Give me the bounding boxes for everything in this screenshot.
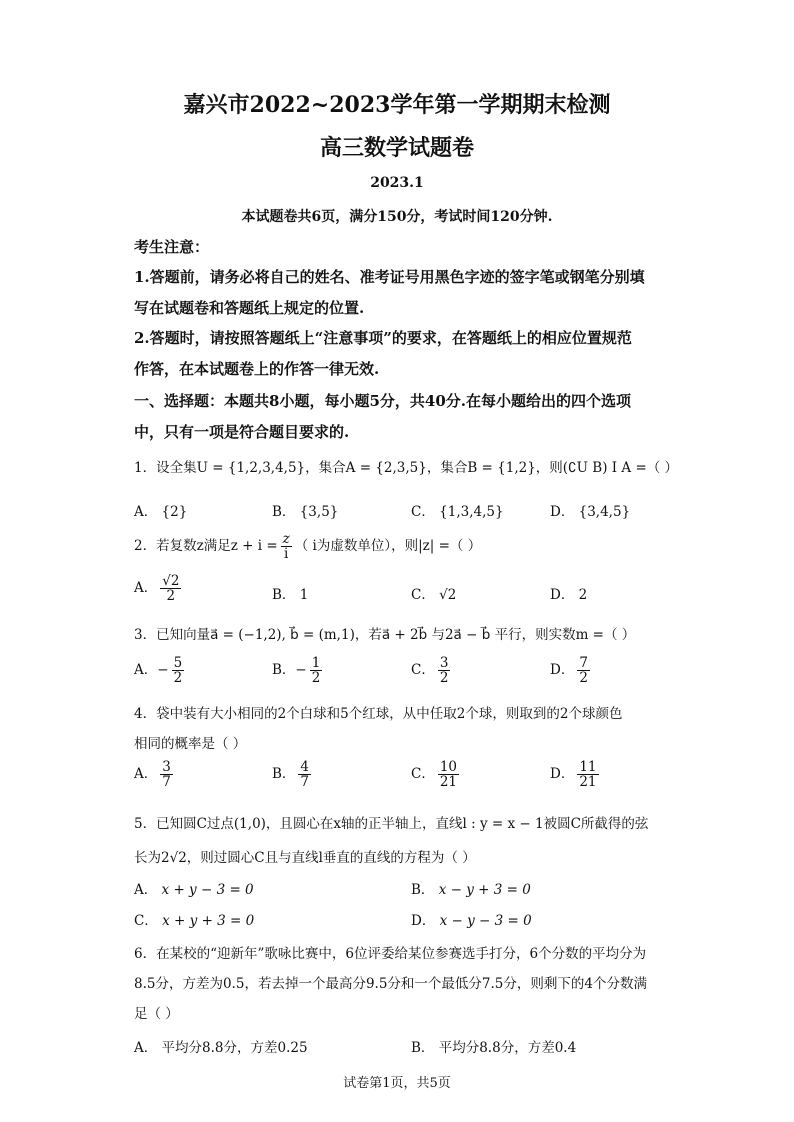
q2-stem-post: （ i为虚数单位），则|z| =（ ） bbox=[294, 538, 482, 555]
option-label: A． bbox=[134, 1040, 158, 1056]
question-6-line1: 6．在某校的“迎新年”歌咏比赛中，6位评委给某位参赛选手打分，6个分数的平均分为 bbox=[134, 946, 647, 962]
fraction-numerator: 1 bbox=[311, 655, 321, 671]
fraction-numerator: √2 bbox=[162, 573, 180, 589]
q5-option-b[interactable] bbox=[411, 878, 531, 898]
option-text: 1 bbox=[299, 587, 309, 603]
option-label: A． bbox=[134, 662, 158, 679]
option-text: x − y − 3 = 0 bbox=[439, 913, 532, 929]
option-text: {2} bbox=[161, 504, 188, 520]
section1-line2: 中，只有一项是符合题目要求的. bbox=[134, 423, 350, 441]
option-text: 2 bbox=[578, 587, 588, 603]
q1-option-b[interactable] bbox=[272, 500, 338, 520]
option-label: A． bbox=[134, 504, 158, 520]
option-label: B． bbox=[411, 1040, 435, 1056]
option-fraction bbox=[438, 656, 451, 685]
option-label: B． bbox=[272, 662, 296, 679]
option-fraction bbox=[310, 656, 323, 685]
q2-option-d[interactable] bbox=[550, 583, 587, 603]
option-sign: − bbox=[157, 662, 169, 679]
fraction-denominator: 7 bbox=[300, 774, 310, 791]
exam-info: 本试题卷共6页，满分150分，考试时间120分钟. bbox=[241, 209, 553, 225]
option-label: B． bbox=[272, 766, 296, 783]
option-label: C． bbox=[411, 662, 435, 679]
fraction-numerator: 7 bbox=[579, 655, 588, 671]
option-label: D． bbox=[550, 504, 575, 520]
option-fraction bbox=[298, 760, 311, 789]
question-6-line2: 8.5分，方差为0.5，若去掉一个最高分9.5分和一个最低分7.5分，则剩下的4个分数满 bbox=[134, 976, 647, 992]
fraction-numerator: 10 bbox=[439, 759, 458, 775]
notice-item1-line2: 写在试题卷和答题纸上规定的位置. bbox=[134, 299, 365, 317]
q4-option-a[interactable] bbox=[134, 760, 176, 789]
option-label: B． bbox=[272, 504, 296, 520]
q2-option-a[interactable] bbox=[134, 574, 184, 603]
option-text: x − y + 3 = 0 bbox=[438, 882, 531, 898]
option-label: C． bbox=[411, 766, 435, 783]
fraction-denominator: 2 bbox=[173, 670, 183, 687]
fraction-denominator: 2 bbox=[166, 588, 176, 605]
q2-fraction bbox=[281, 532, 292, 561]
notice-heading: 考生注意： bbox=[134, 238, 210, 256]
fraction-numerator: z bbox=[282, 531, 290, 547]
question-2-stem bbox=[134, 532, 481, 561]
option-label: A． bbox=[134, 580, 158, 597]
option-label: A． bbox=[134, 766, 158, 783]
q3-option-a[interactable] bbox=[134, 656, 187, 685]
q4-option-b[interactable] bbox=[272, 760, 314, 789]
option-text: x + y − 3 = 0 bbox=[161, 882, 254, 898]
option-fraction bbox=[172, 656, 185, 685]
fraction-denominator: 2 bbox=[579, 670, 588, 687]
option-fraction bbox=[577, 656, 590, 685]
option-label: D． bbox=[550, 662, 575, 679]
question-5-line2: 长为2√2，则过圆心C且与直线l垂直的直线的方程为（ ） bbox=[134, 850, 476, 866]
notice-item1-line1: 1.答题前，请务必将自己的姓名、准考证号用黑色字迹的签字笔或钢笔分别填 bbox=[134, 268, 645, 286]
option-fraction bbox=[438, 760, 459, 789]
fraction-denominator: 21 bbox=[439, 774, 458, 791]
fraction-denominator: 21 bbox=[579, 774, 597, 791]
option-label: A． bbox=[134, 882, 158, 898]
option-text: {3,5} bbox=[299, 504, 339, 520]
option-label: D． bbox=[550, 587, 575, 603]
option-text: x + y + 3 = 0 bbox=[162, 913, 255, 929]
option-text: {1,3,4,5} bbox=[439, 504, 504, 520]
option-fraction bbox=[160, 760, 173, 789]
q3-option-d[interactable] bbox=[550, 656, 593, 685]
option-label: C． bbox=[411, 504, 435, 520]
fraction-denominator: 7 bbox=[162, 774, 171, 791]
question-5-line1: 5．已知圆C过点(1,0)，且圆心在x轴的正半轴上，直线l : y = x − 1被圆C所截得的弦 bbox=[134, 816, 649, 832]
q4-option-d[interactable] bbox=[550, 760, 602, 789]
exam-title-line2: 高三数学试题卷 bbox=[319, 135, 474, 161]
fraction-denominator: i bbox=[284, 546, 289, 563]
q2-stem-pre: 2．若复数z满足z + i = bbox=[134, 538, 278, 555]
page-footer: 试卷第1页，共5页 bbox=[343, 1076, 451, 1091]
q5-option-d[interactable] bbox=[411, 909, 532, 929]
notice-item2-line2: 作答，在本试题卷上的作答一律无效. bbox=[134, 360, 380, 378]
option-label: B． bbox=[411, 882, 435, 898]
section1-line1: 一、选择题：本题共8小题，每小题5分，共40分.在每小题给出的四个选项 bbox=[134, 392, 631, 410]
option-text: 平均分8.8分，方差0.25 bbox=[161, 1040, 308, 1056]
q2-option-b[interactable] bbox=[272, 583, 308, 603]
q6-option-a[interactable] bbox=[134, 1036, 308, 1056]
fraction-numerator: 4 bbox=[300, 759, 310, 775]
q3-option-b[interactable] bbox=[272, 656, 325, 685]
fraction-numerator: 3 bbox=[162, 759, 171, 775]
q1-option-d[interactable] bbox=[550, 500, 630, 520]
fraction-denominator: 2 bbox=[311, 670, 321, 687]
fraction-numerator: 5 bbox=[173, 655, 183, 671]
option-label: C． bbox=[134, 913, 158, 929]
q6-option-b[interactable] bbox=[411, 1036, 576, 1056]
question-4-line1: 4．袋中装有大小相同的2个白球和5个红球，从中任取2个球，则取到的2个球颜色 bbox=[134, 706, 623, 722]
fraction-numerator: 11 bbox=[579, 759, 597, 775]
option-text: √2 bbox=[439, 587, 457, 603]
q5-option-a[interactable] bbox=[134, 878, 254, 898]
q1-option-a[interactable] bbox=[134, 500, 187, 520]
q5-option-c[interactable] bbox=[134, 909, 254, 929]
question-1-stem: 1．设全集U = {1,2,3,4,5}，集合A = {2,3,5}，集合B = {1,2}，则(∁U B) I A =（ ） bbox=[134, 460, 679, 476]
q1-option-c[interactable] bbox=[411, 500, 504, 520]
q2-option-c[interactable] bbox=[411, 583, 456, 603]
option-sign: − bbox=[295, 662, 307, 679]
fraction-denominator: 2 bbox=[439, 670, 449, 687]
option-fraction bbox=[160, 574, 181, 603]
option-label: D． bbox=[550, 766, 575, 783]
option-label: C． bbox=[411, 587, 435, 603]
option-text: {3,4,5} bbox=[578, 504, 631, 520]
fraction-numerator: 3 bbox=[439, 655, 449, 671]
question-6-line3: 足（ ） bbox=[134, 1006, 179, 1022]
option-text: 平均分8.8分，方差0.4 bbox=[438, 1040, 577, 1056]
notice-item2-line1: 2.答题时，请按照答题纸上“注意事项”的要求，在答题纸上的相应位置规范 bbox=[134, 329, 632, 347]
q4-option-c[interactable] bbox=[411, 760, 462, 789]
option-label: D． bbox=[411, 913, 436, 929]
question-3-stem: 3．已知向量a⃗ = (−1,2), b⃗ = (m,1)，若a⃗ + 2b⃗ 与2a⃗ − b⃗ 平行，则实数m =（ ） bbox=[134, 627, 636, 643]
option-label: B． bbox=[272, 587, 296, 603]
exam-title-line1: 嘉兴市2022~2023学年第一学期期末检测 bbox=[183, 92, 611, 118]
question-4-line2: 相同的概率是（ ） bbox=[134, 736, 247, 752]
q3-option-c[interactable] bbox=[411, 656, 453, 685]
option-fraction bbox=[577, 760, 598, 789]
exam-date: 2023.1 bbox=[370, 175, 424, 191]
